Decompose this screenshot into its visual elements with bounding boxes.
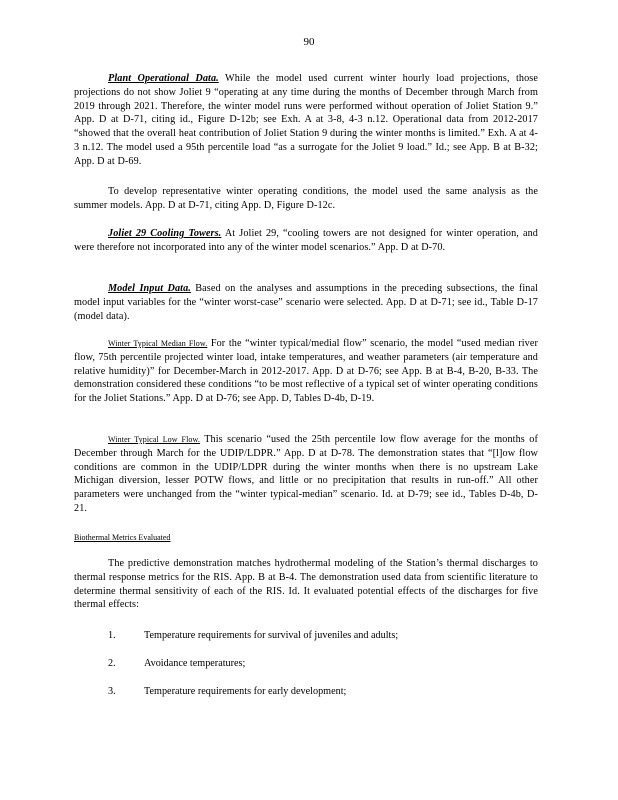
paragraph-text: To develop representative winter operating conditions, the model used the same analysis as the summer models. App. D at D-71, citing App. D, Figure D-12c. <box>74 186 538 211</box>
list-number: 1. <box>108 630 116 641</box>
page-number: 90 <box>303 36 315 48</box>
list-number: 2. <box>108 658 116 669</box>
list-number: 3. <box>108 686 116 697</box>
paragraph-text: For the “winter typical/medial flow” scenario, the model “used median river flow, 75th percentile projected winter load, intake temperatures, and weather parameters (air temperature and relative humidity)” for December-March in 2012-2017. App. D at D-76; see App. B at B-4, B-20, B-33. The demonstration considered these conditions “to be most reflective of a typical set of winter operating conditions for the Joliet Stations.” App. D at D-76; see App. D, Tables D-4b, D-19. <box>74 338 538 405</box>
paragraph-text: This scenario “used the 25th percentile low flow average for the months of December through March for the UDIP/LDPR.” App. D at D-78. The demonstration states that “[l]ow flow conditions are common in the UDIP/LDPR during the winter months when there is no upstream Lake Michigan diversion, lesser POTW flows, and little or no precipitation that results in run-off.” All other parameters were unchanged from the “winter typical-median” scenario. Id. at D-79; see id., Tables D-4b, D-21. <box>74 434 538 514</box>
paragraph-text: Based on the analyses and assumptions in the preceding subsections, the final model input variables for the “winter worst-case” scenario were selected. App. D at D-71; see id., Table D-17 (model data). <box>74 283 538 322</box>
paragraph-heading: Plant Operational Data. <box>108 73 219 84</box>
list-item <box>108 657 245 671</box>
paragraph-heading: Winter Typical Low Flow. <box>108 435 200 444</box>
list-item <box>108 685 346 699</box>
plant-operational-paragraph <box>74 72 538 169</box>
winter-conditions-paragraph <box>74 185 538 213</box>
list-item <box>108 629 398 643</box>
section-heading: Biothermal Metrics Evaluated <box>74 533 171 542</box>
typical-median-flow-paragraph <box>74 337 538 406</box>
paragraph-heading: Joliet 29 Cooling Towers. <box>108 228 222 239</box>
cooling-towers-paragraph <box>74 227 538 255</box>
biothermal-paragraph <box>74 557 538 612</box>
list-text: Avoidance temperatures; <box>144 658 246 669</box>
model-input-paragraph <box>74 282 538 323</box>
paragraph-heading: Winter Typical Median Flow. <box>108 339 208 348</box>
list-text: Temperature requirements for survival of juveniles and adults; <box>144 630 399 641</box>
list-text: Temperature requirements for early development; <box>144 686 347 697</box>
paragraph-text: At Joliet 29, “cooling towers are not designed for winter operation, and were therefore not incorporated into any of the winter model scenarios.” App. D at D-70. <box>74 228 538 253</box>
paragraph-text: While the model used current winter hourly load projections, those projections do not show Joliet 9 “operating at any time during the months of December through March from 2019 through 2021. Therefore, the winter model runs were performed without operation of Joliet Station 9.” App. D at D-71, citing id., Figure D-12b; see Exh. A at 3-8, 4-3 n.12. Operational data from 2012-2017 “showed that the overall heat contribution of Joliet Station 9 during the winter months is limited.” Exh. A at 4-3 n.12. The model used a 95th percentile load “as a surrogate for the Joliet 9 load.” Id.; see App. B at B-32; App. D at D-69. <box>74 73 538 167</box>
paragraph-text: The predictive demonstration matches hydrothermal modeling of the Station’s thermal discharges to thermal response metrics for the RIS. App. B at B-4. The demonstration used data from scientific literature to determine thermal sensitivity of each of the RIS. Id. It evaluated potential effects of the discharges for five thermal effects: <box>74 558 538 611</box>
paragraph-heading: Model Input Data. <box>108 283 191 294</box>
typical-low-flow-paragraph <box>74 433 538 516</box>
